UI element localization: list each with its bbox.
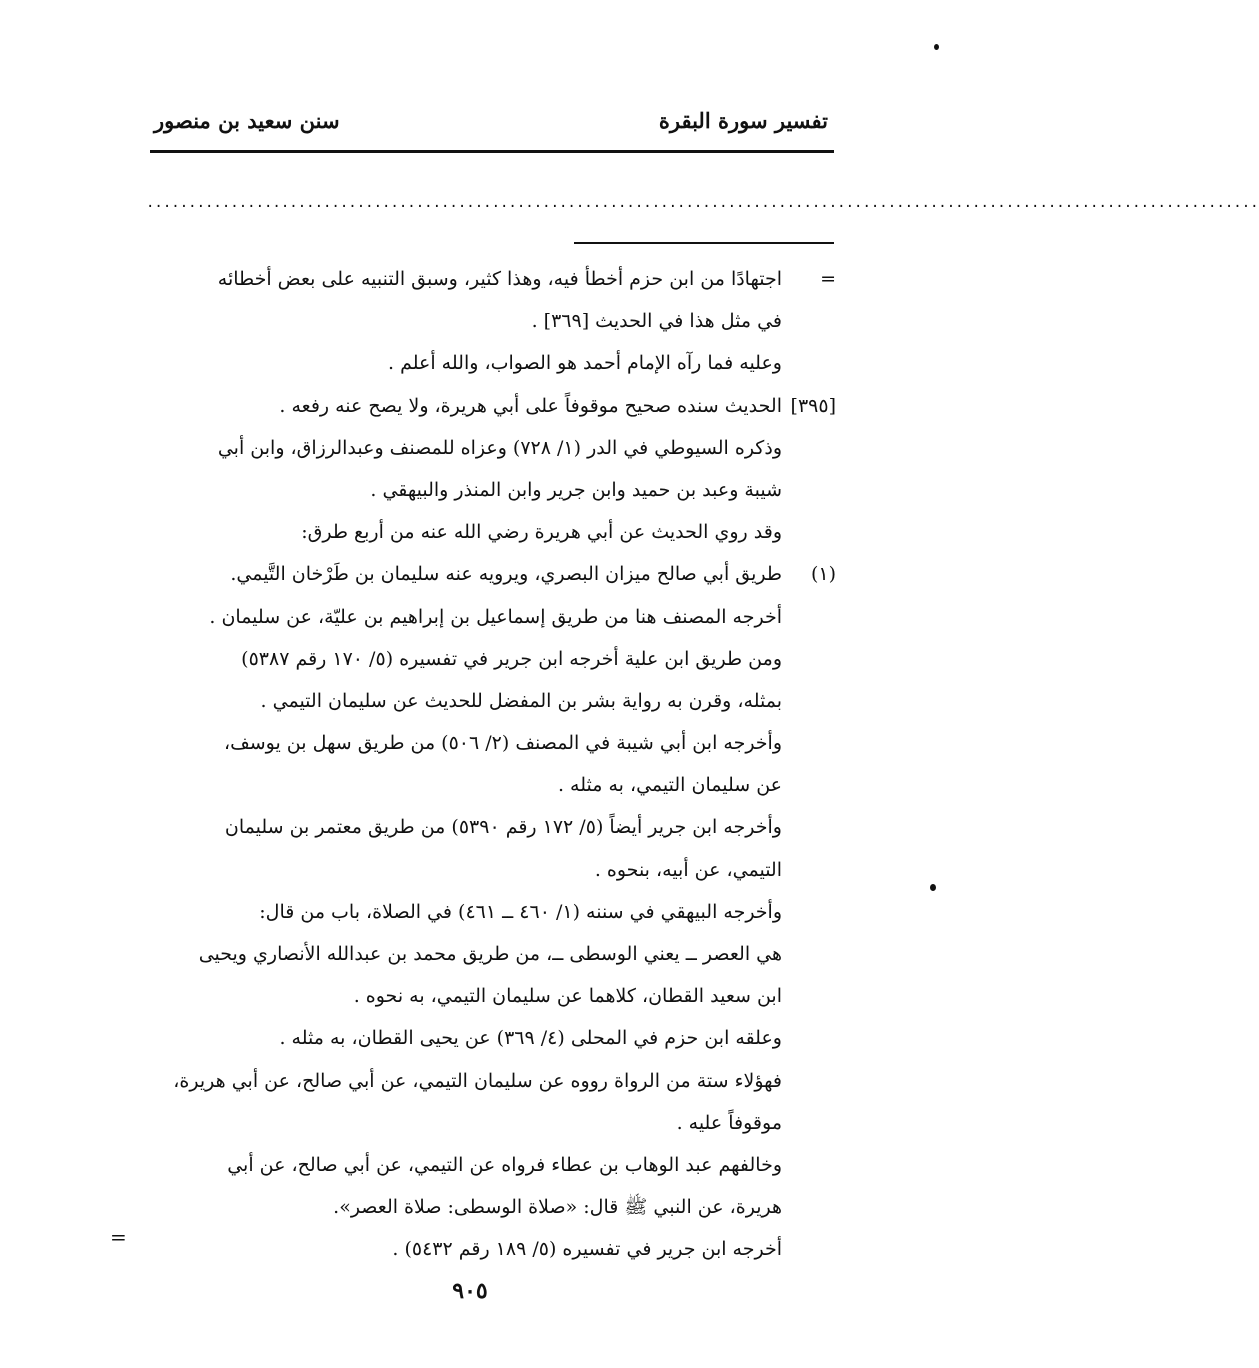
footnote-line	[132, 385, 840, 427]
header-rule	[150, 150, 834, 153]
footnote-line	[132, 722, 840, 764]
surah-title: تفسير سورة البقرة	[658, 108, 828, 133]
book-title: سنن سعيد بن منصور	[154, 108, 340, 133]
scan-speck	[934, 44, 939, 50]
footnote-line	[132, 806, 840, 848]
line-text: هريرة، عن النبي ﷺ قال: «صلاة الوسطى: صلاة العصر».	[333, 1196, 782, 1219]
line-text: في مثل هذا في الحديث [٣٦٩] .	[531, 310, 782, 333]
footnote-separator-rule	[574, 242, 834, 244]
line-text: وأخرجه ابن جرير أيضاً (٥/ ١٧٢ رقم ٥٣٩٠) من طريق معتمر بن سليمان	[224, 816, 782, 839]
footnote-line	[132, 975, 840, 1017]
footnote-line	[132, 511, 840, 553]
running-header	[150, 100, 834, 140]
continuation-mark: =	[110, 1225, 127, 1249]
footnote-line	[132, 1102, 840, 1144]
page-number: ٩٠٥	[452, 1278, 488, 1304]
footnote-line	[132, 1017, 840, 1059]
line-text: وعلقه ابن حزم في المحلى (٤/ ٣٦٩) عن يحيى القطان، به مثله .	[279, 1027, 782, 1050]
line-text: طريق أبي صالح ميزان البصري، ويرويه عنه سليمان بن طَرْخان التَّيمي.	[230, 563, 782, 586]
footnote-line	[132, 1186, 840, 1228]
line-text: أخرجه ابن جرير في تفسيره (٥/ ١٨٩ رقم ٥٤٣٢) .	[392, 1238, 782, 1261]
line-text: ومن طريق ابن علية أخرجه ابن جرير في تفسيره (٥/ ١٧٠ رقم ٥٣٨٧)	[241, 647, 782, 670]
footnote-line	[132, 1228, 840, 1270]
footnote-line	[132, 258, 840, 300]
line-text: الحديث سنده صحيح موقوفاً على أبي هريرة، ولا يصح عنه رفعه .	[279, 394, 782, 417]
line-text: اجتهادًا من ابن حزم أخطأ فيه، وهذا كثير، وسبق التنبيه على بعض أخطائه	[217, 268, 782, 290]
line-text: وقد روي الحديث عن أبي هريرة رضي الله عنه من أربع طرق:	[301, 521, 782, 544]
scan-speck	[930, 884, 936, 891]
line-marker: (١)	[810, 563, 836, 586]
line-marker: [٣٩٥]	[790, 394, 836, 417]
footnote-line	[132, 427, 840, 469]
footnote-line	[132, 342, 840, 384]
footnote-line	[132, 680, 840, 722]
footnote-line	[132, 891, 840, 933]
line-text: ابن سعيد القطان، كلاهما عن سليمان التيمي، به نحوه .	[353, 985, 782, 1008]
footnote-line	[132, 300, 840, 342]
dotted-separator: ....................................................................................................................................	[146, 195, 1259, 211]
line-text: التيمي، عن أبيه، بنحوه .	[594, 858, 782, 881]
line-text: أخرجه المصنف هنا من طريق إسماعيل بن إبراهيم بن عليّة، عن سليمان .	[209, 605, 782, 628]
line-text: وأخرجه البيهقي في سننه (١/ ٤٦٠ ــ ٤٦١) في الصلاة، باب من قال:	[259, 900, 782, 923]
line-marker: =	[820, 268, 836, 290]
line-text: موقوفاً عليه .	[676, 1111, 782, 1134]
line-text: فهؤلاء ستة من الرواة رووه عن سليمان التيمي، عن أبي صالح، عن أبي هريرة،	[173, 1069, 782, 1092]
line-text: شيبة وعبد بن حميد وابن جرير وابن المنذر والبيهقي .	[370, 478, 782, 501]
line-text: وخالفهم عبد الوهاب بن عطاء فرواه عن التيمي، عن أبي صالح، عن أبي	[227, 1153, 782, 1176]
line-text: بمثله، وقرن به رواية بشر بن المفضل للحديث عن سليمان التيمي .	[260, 689, 782, 712]
footnote-line	[132, 933, 840, 975]
footnote-text-block	[132, 258, 840, 1271]
footnote-line	[132, 596, 840, 638]
line-text: عن سليمان التيمي، به مثله .	[557, 774, 782, 797]
line-text: وعليه فما رآه الإمام أحمد هو الصواب، والله أعلم .	[388, 352, 782, 375]
footnote-line	[132, 638, 840, 680]
line-text: وذكره السيوطي في الدر (١/ ٧٢٨) وعزاه للمصنف وعبدالرزاق، وابن أبي	[217, 436, 782, 459]
footnote-line	[132, 1144, 840, 1186]
footnote-line	[132, 1060, 840, 1102]
footnote-line	[132, 764, 840, 806]
line-text: وأخرجه ابن أبي شيبة في المصنف (٢/ ٥٠٦) من طريق سهل بن يوسف،	[223, 732, 782, 755]
line-text: هي العصر ــ يعني الوسطى ــ، من طريق محمد بن عبدالله الأنصاري ويحيى	[198, 943, 782, 965]
footnote-line	[132, 469, 840, 511]
footnote-line	[132, 553, 840, 595]
footnote-line	[132, 849, 840, 891]
